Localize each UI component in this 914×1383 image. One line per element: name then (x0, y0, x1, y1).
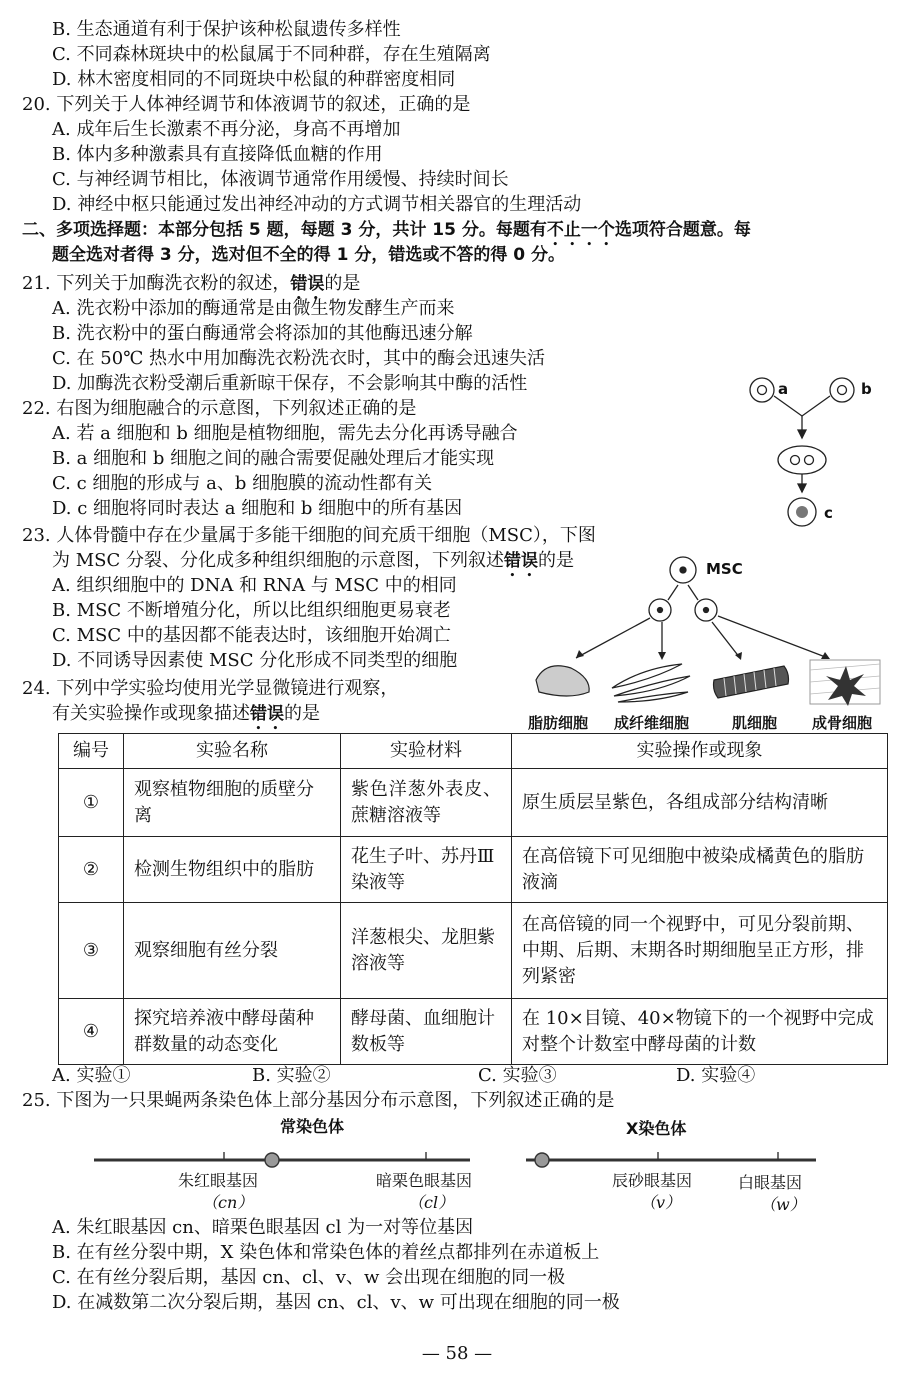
q22-option-b: B. a 细胞和 b 细胞之间的融合需要促融处理后才能实现 (52, 448, 495, 469)
table-header-row (59, 734, 888, 769)
q21-text-2: 的是 (324, 273, 361, 294)
q21-option-d: D. 加酶洗衣粉受潮后重新晾干保存，不会影响其中酶的活性 (52, 373, 528, 394)
gene-v-name: 辰砂眼基因 (612, 1171, 693, 1190)
table-header: 实验操作或现象 (512, 734, 888, 769)
fat-cell-label: 脂肪细胞 (528, 714, 589, 732)
muscle-cell (714, 666, 789, 698)
table-header: 实验名称 (124, 734, 341, 769)
gene-cl-symbol: （cl） (408, 1193, 455, 1212)
x-centromere (535, 1153, 549, 1167)
q24-text-1: 有关实验操作或现象描述 (52, 703, 250, 724)
section-2-header-line2: 题全选对者得 3 分，选对但不全的得 1 分，错选或不答的得 0 分。 (52, 245, 565, 265)
autosome-centromere (265, 1153, 279, 1167)
q20-option-a: A. 成年后生长激素不再分泌，身高不再增加 (52, 119, 401, 140)
q21-option-c: C. 在 50℃ 热水中用加酶洗衣粉洗衣时，其中的酶会迅速失活 (52, 348, 546, 369)
q22-option-d: D. c 细胞将同时表达 a 细胞和 b 细胞中的所有基因 (52, 498, 463, 519)
osteocyte-cell (810, 660, 880, 706)
table-cell: 探究培养液中酵母菌种群数量的动态变化 (124, 999, 341, 1065)
osteocyte-label: 成骨细胞 (812, 714, 873, 732)
q22-option-c: C. c 细胞的形成与 a、b 细胞膜的流动性都有关 (52, 473, 433, 494)
fibroblast-label: 成纤维细胞 (614, 714, 690, 732)
table-header: 编号 (59, 734, 124, 769)
label-b: b (861, 380, 872, 398)
q20-option-b: B. 体内多种激素具有直接降低血糖的作用 (52, 144, 383, 165)
q23-stem: 23. 人体骨髓中存在少量属于多能干细胞的间充质干细胞（MSC），下图 (22, 525, 596, 546)
q25-option-b: B. 在有丝分裂中期，X 染色体和常染色体的着丝点都排列在赤道板上 (52, 1242, 600, 1263)
q19-option-c: C. 不同森林斑块中的松鼠属于不同种群，存在生殖隔离 (52, 44, 491, 65)
q25-stem: 25. 下图为一只果蝇两条染色体上部分基因分布示意图，下列叙述正确的是 (22, 1090, 615, 1111)
q23-option-a: A. 组织细胞中的 DNA 和 RNA 与 MSC 中的相同 (52, 575, 457, 596)
q23-option-d: D. 不同诱导因素使 MSC 分化形成不同类型的细胞 (52, 650, 458, 671)
q24-stem: 24. 下列中学实验均使用光学显微镜进行观察， (22, 678, 399, 699)
q24-option-b: B. 实验② (252, 1065, 331, 1086)
table-cell: 观察植物细胞的质壁分离 (124, 769, 341, 837)
q23-text-2: 的是 (537, 550, 574, 571)
experiment-table (58, 733, 888, 1065)
table-cell: 酵母菌、血细胞计数板等 (341, 999, 512, 1065)
q24-option-d: D. 实验④ (676, 1065, 756, 1086)
section-2-text-1: 二、多项选择题：本部分包括 5 题，每题 3 分，共计 15 分。每题有 (22, 220, 547, 240)
table-row (59, 999, 888, 1065)
section-2-emphasis: 不止一个 (546, 220, 615, 240)
fused-cell (778, 446, 826, 474)
table-cell: 观察细胞有丝分裂 (124, 903, 341, 999)
gene-cl-name: 暗栗色眼基因 (376, 1171, 473, 1190)
gene-cn-symbol: （cn） (202, 1193, 254, 1212)
fibroblast-cell (612, 664, 690, 702)
q23-emphasis: 错误 (503, 551, 538, 571)
table-cell: 洋葱根尖、龙胆紫溶液等 (341, 903, 512, 999)
q21-option-a: A. 洗衣粉中添加的酶通常是由微生物发酵生产而来 (52, 298, 455, 319)
q20-stem: 20. 下列关于人体神经调节和体液调节的叙述，正确的是 (22, 94, 471, 115)
msc-label: MSC (706, 560, 743, 578)
q24-option-c: C. 实验③ (478, 1065, 557, 1086)
table-cell: 在高倍镜下可见细胞中被染成橘黄色的脂肪液滴 (512, 837, 888, 903)
q23-text-1: 为 MSC 分裂、分化成多种组织细胞的示意图，下列叙述 (52, 550, 504, 571)
q23-option-b: B. MSC 不断增殖分化，所以比组织细胞更易衰老 (52, 600, 451, 621)
q25-option-a: A. 朱红眼基因 cn、暗栗色眼基因 cl 为一对等位基因 (52, 1217, 474, 1238)
q25-option-c: C. 在有丝分裂后期，基因 cn、cl、v、w 会出现在细胞的同一极 (52, 1267, 566, 1288)
table-cell: 紫色洋葱外表皮、蔗糖溶液等 (341, 769, 512, 837)
table-cell: 在高倍镜的同一个视野中，可见分裂前期、中期、后期、末期各时期细胞呈正方形，排列紧密 (512, 903, 888, 999)
fat-cell (536, 666, 589, 696)
cell-fusion-figure (740, 372, 890, 532)
table-cell: 在 10×目镜、40×物镜下的一个视野中完成对整个计数室中酵母菌的计数 (512, 999, 888, 1065)
q20-option-c: C. 与神经调节相比，体液调节通常作用缓慢、持续时间长 (52, 169, 509, 190)
table-row (59, 837, 888, 903)
page-number: — 58 — (421, 1343, 493, 1364)
gene-w-name: 白眼基因 (738, 1173, 803, 1192)
msc-differentiation-figure (528, 550, 888, 735)
q21-text-1: 21. 下列关于加酶洗衣粉的叙述， (22, 273, 291, 294)
muscle-cell-label: 肌细胞 (732, 714, 778, 732)
q24-text-2: 的是 (284, 703, 320, 724)
section-2-text-2: 选项符合题意。每 (614, 220, 751, 240)
q20-option-d: D. 神经中枢只能通过发出神经冲动的方式调节相关器官的生理活动 (52, 194, 582, 215)
q21-option-b: B. 洗衣粉中的蛋白酶通常会将添加的其他酶迅速分解 (52, 323, 473, 344)
chromosome-figure (90, 1112, 830, 1212)
table-cell: 花生子叶、苏丹Ⅲ染液等 (341, 837, 512, 903)
table-cell-id: ② (59, 837, 124, 903)
table-cell-id: ① (59, 769, 124, 837)
label-a: a (778, 380, 789, 398)
q24-option-a: A. 实验① (52, 1065, 131, 1086)
q19-option-b: B. 生态通道有利于保护该种松鼠遗传多样性 (52, 19, 401, 40)
cell-b (830, 378, 854, 402)
table-header: 实验材料 (341, 734, 512, 769)
q22-stem: 22. 右图为细胞融合的示意图，下列叙述正确的是 (22, 398, 417, 419)
table-cell-id: ③ (59, 903, 124, 999)
table-cell: 原生质层呈紫色，各组成部分结构清晰 (512, 769, 888, 837)
table-cell: 检测生物组织中的脂肪 (124, 837, 341, 903)
q24-emphasis: 错误 (250, 704, 284, 724)
gene-v-symbol: （v） (640, 1193, 682, 1212)
x-chromosome-title: X染色体 (626, 1119, 687, 1138)
q19-option-d: D. 林木密度相同的不同斑块中松鼠的种群密度相同 (52, 69, 456, 90)
autosome-title: 常染色体 (280, 1117, 345, 1136)
q24-stem-line2 (52, 702, 320, 734)
q22-option-a: A. 若 a 细胞和 b 细胞是植物细胞，需先去分化再诱导融合 (52, 423, 518, 444)
q25-option-d: D. 在减数第二次分裂后期，基因 cn、cl、v、w 可出现在细胞的同一极 (52, 1292, 620, 1313)
gene-cn-name: 朱红眼基因 (178, 1171, 259, 1190)
q23-option-c: C. MSC 中的基因都不能表达时，该细胞开始凋亡 (52, 625, 451, 646)
table-row (59, 769, 888, 837)
table-cell-id: ④ (59, 999, 124, 1065)
table-row (59, 903, 888, 999)
label-c: c (824, 504, 833, 522)
q21-emphasis: 错误 (290, 274, 325, 294)
gene-w-symbol: （w） (760, 1195, 806, 1214)
